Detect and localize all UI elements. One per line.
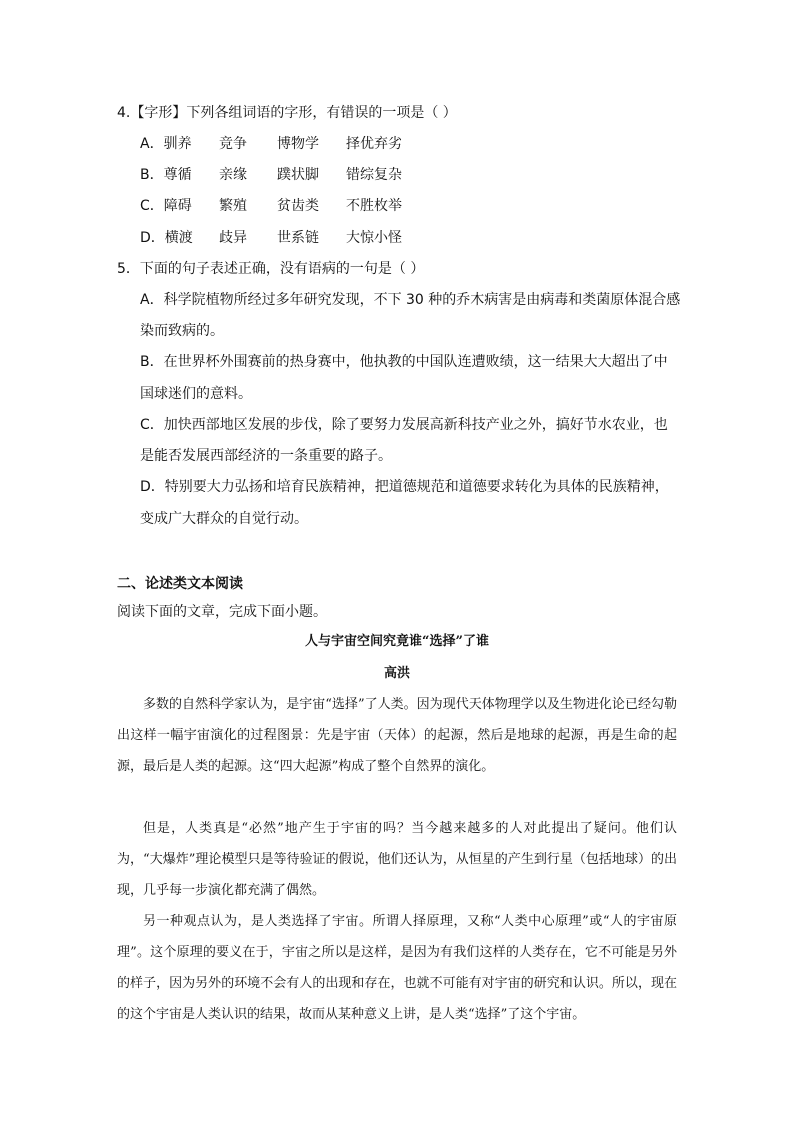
article-author: 高洪 bbox=[383, 666, 410, 681]
option-cell: 蹼状脚 bbox=[277, 167, 319, 183]
section-instruction: 阅读下面的文章，完成下面小题。 bbox=[117, 604, 327, 620]
question-5-line: 染而致病的。 bbox=[140, 323, 224, 339]
option-cell: 歧异 bbox=[219, 230, 247, 246]
article-paragraph-3: 另一种观点认为，是人类选择了宇宙。所谓人择原理，又称“人类中心原理”或“人的宇宙原理”。这个原理的要义在于，宇宙之所以是这样，是因为有我们这样的人类存在，它不可能是另外的样子，因为另外的环境不会有人的出现和存在，也就不可能有对宇宙的研究和认识。所以，现在的这个宇宙是人类认识的结果，故而从某种意义上讲，是人类“选择”了这个宇宙。 bbox=[117, 914, 677, 1022]
section-heading: 二、论述类文本阅读 bbox=[117, 576, 243, 592]
option-cell: D．横渡 bbox=[140, 230, 193, 246]
question-5-line: C．加快西部地区发展的步伐，除了要努力发展高新科技产业之外，搞好节水农业，也 bbox=[140, 417, 668, 433]
question-5-line: 变成广大群众的自觉行动。 bbox=[140, 511, 308, 527]
question-4-title: 4.【字形】下列各组词语的字形，有错误的一项是（ ） bbox=[117, 105, 457, 121]
option-cell: 世系链 bbox=[277, 230, 319, 246]
option-cell: 大惊小怪 bbox=[346, 230, 402, 246]
option-cell: 竞争 bbox=[219, 136, 247, 152]
option-cell: 繁殖 bbox=[219, 198, 247, 214]
article-paragraph-1: 多数的自然科学家认为，是宇宙“选择”了人类。因为现代天体物理学以及生物进化论已经勾勒出这样一幅宇宙演化的过程图景：先是宇宙（天体）的起源，然后是地球的起源，再是生命的起源，最后是人类的起源。这“四大起源”构成了整个自然界的演化。 bbox=[117, 697, 677, 774]
option-cell: 错综复杂 bbox=[346, 167, 402, 183]
question-5-title: 5．下面的句子表述正确，没有语病的一句是（ ） bbox=[117, 261, 425, 277]
question-5-line: B．在世界杯外围赛前的热身赛中，他执教的中国队连遭败绩，这一结果大大超出了中 bbox=[140, 354, 668, 370]
option-cell: 亲缘 bbox=[219, 167, 247, 183]
option-cell: 博物学 bbox=[277, 136, 319, 152]
option-cell: C．障碍 bbox=[140, 198, 192, 214]
option-cell: 不胜枚举 bbox=[346, 198, 402, 214]
question-5-line: D．特别要大力弘扬和培育民族精神，把道德规范和道德要求转化为具体的民族精神， bbox=[140, 479, 669, 495]
question-5-line: 是能否发展西部经济的一条重要的路子。 bbox=[140, 448, 392, 464]
question-5-line: 国球迷们的意料。 bbox=[140, 386, 252, 402]
question-5-line: A．科学院植物所经过多年研究发现，不下 30 种的乔木病害是由病毒和类菌原体混合感 bbox=[140, 292, 681, 308]
option-cell: B．尊循 bbox=[140, 167, 192, 183]
article-paragraph-2: 但是，人类真是“必然”地产生于宇宙的吗？当今越来越多的人对此提出了疑问。他们认为，“大爆炸”理论模型只是等待验证的假说，他们还认为，从恒星的产生到行星（包括地球）的出现，几乎每一步演化都充满了偶然。 bbox=[117, 821, 677, 898]
option-cell: 择优弃劣 bbox=[346, 136, 402, 152]
article-title: 人与宇宙空间究竟谁“选择”了谁 bbox=[305, 634, 489, 649]
option-cell: A．驯养 bbox=[140, 136, 192, 152]
option-cell: 贫齿类 bbox=[277, 198, 319, 214]
